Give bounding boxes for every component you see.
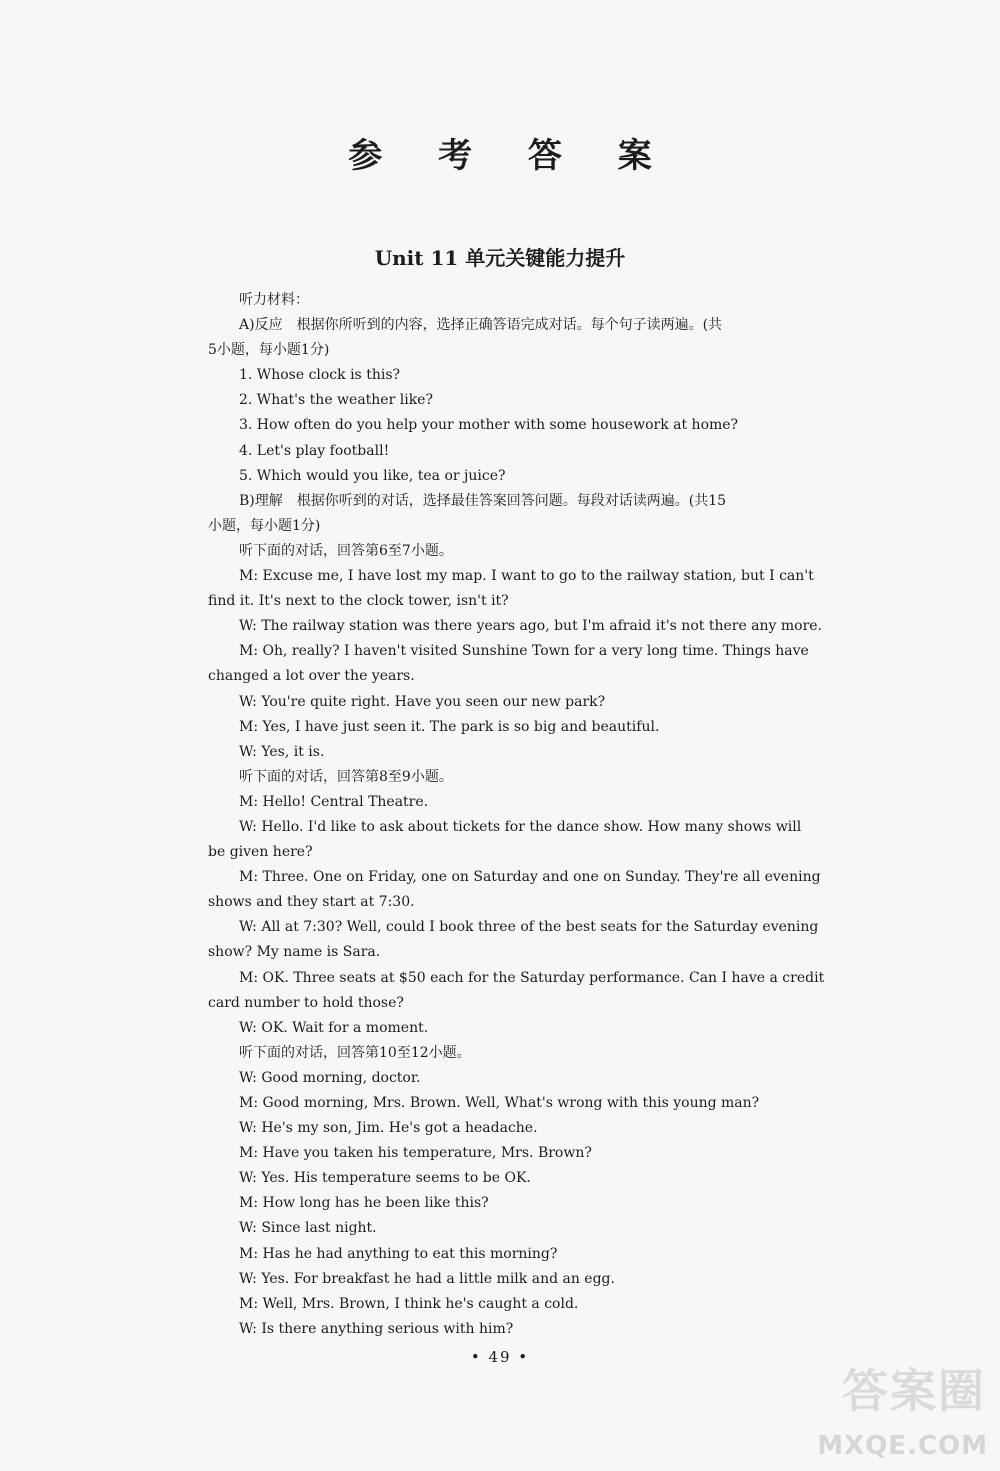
text-line: M: How long has he been like this?	[239, 1195, 489, 1212]
text-line: 1. Whose clock is this?	[239, 367, 401, 384]
watermark-site: MXQE.COM	[817, 1431, 988, 1461]
text-line: W: Yes. His temperature seems to be OK.	[239, 1170, 531, 1187]
text-line: W: OK. Wait for a moment.	[239, 1019, 429, 1036]
text-line: 2. What's the weather like?	[239, 392, 433, 409]
text-line: 5小题，每小题1分)	[208, 342, 330, 359]
text-line: W: You're quite right. Have you seen our new park?	[239, 693, 606, 710]
text-line: M: Has he had anything to eat this morning?	[239, 1245, 558, 1262]
text-line: 3. How often do you help your mother with some housework at home?	[239, 417, 739, 434]
text-line: shows and they start at 7:30.	[208, 894, 415, 911]
text-line: A)反应 根据你所听到的内容，选择正确答语完成对话。每个句子读两遍。(共	[239, 317, 723, 334]
text-line: find it. It's next to the clock tower, isn't it?	[208, 593, 509, 610]
text-line: W: Since last night.	[239, 1220, 377, 1237]
page-number: • 49 •	[470, 1348, 530, 1366]
text-line: M: Have you taken his temperature, Mrs. Brown?	[239, 1145, 592, 1162]
text-line: M: OK. Three seats at $50 each for the Saturday performance. Can I have a credit	[239, 969, 825, 986]
text-line: W: All at 7:30? Well, could I book three of the best seats for the Saturday evening	[239, 919, 819, 936]
text-line: M: Well, Mrs. Brown, I think he's caught a cold.	[239, 1295, 579, 1312]
text-line: M: Excuse me, I have lost my map. I want to go to the railway station, but I can't	[239, 568, 814, 585]
text-line: W: Hello. I'd like to ask about tickets for the dance show. How many shows will	[239, 818, 802, 835]
text-line: B)理解 根据你听到的对话，选择最佳答案回答问题。每段对话读两遍。(共15	[239, 492, 727, 509]
text-line: 听下面的对话，回答第6至7小题。	[239, 542, 453, 559]
text-line: 听下面的对话，回答第10至12小题。	[239, 1044, 471, 1061]
text-line: be given here?	[208, 844, 313, 861]
text-line: M: Yes, I have just seen it. The park is so big and beautiful.	[239, 718, 660, 735]
text-line: show? My name is Sara.	[208, 944, 381, 961]
text-line: W: The railway station was there years ago, but I'm afraid it's not there any more.	[239, 618, 823, 635]
text-line: W: Good morning, doctor.	[239, 1069, 421, 1086]
text-line: W: Is there anything serious with him?	[239, 1320, 514, 1337]
page-title: 参 考 答 案	[348, 136, 674, 176]
text-line: 5. Which would you like, tea or juice?	[239, 467, 506, 484]
text-line: card number to hold those?	[208, 994, 404, 1011]
watermark-text: 答案圈	[842, 1364, 986, 1418]
document-body	[208, 288, 825, 1342]
text-line: 听下面的对话，回答第8至9小题。	[239, 768, 453, 785]
text-line: 4. Let's play football!	[239, 442, 390, 459]
text-line: M: Good morning, Mrs. Brown. Well, What's wrong with this young man?	[239, 1095, 760, 1111]
text-line: 听力材料：	[239, 292, 309, 308]
text-line: M: Three. One on Friday, one on Saturday and one on Sunday. They're all evening	[239, 869, 821, 886]
unit-title: Unit 11 单元关键能力提升	[374, 246, 626, 270]
text-line: changed a lot over the years.	[208, 668, 415, 685]
text-line: W: He's my son, Jim. He's got a headache.	[239, 1120, 538, 1137]
text-line: 小题，每小题1分)	[208, 517, 321, 534]
watermark-logo	[756, 1347, 996, 1465]
text-line: W: Yes, it is.	[239, 743, 325, 760]
text-line: M: Hello! Central Theatre.	[239, 793, 429, 810]
text-line: W: Yes. For breakfast he had a little milk and an egg.	[239, 1270, 615, 1287]
text-line: M: Oh, really? I haven't visited Sunshine Town for a very long time. Things have	[239, 643, 809, 660]
